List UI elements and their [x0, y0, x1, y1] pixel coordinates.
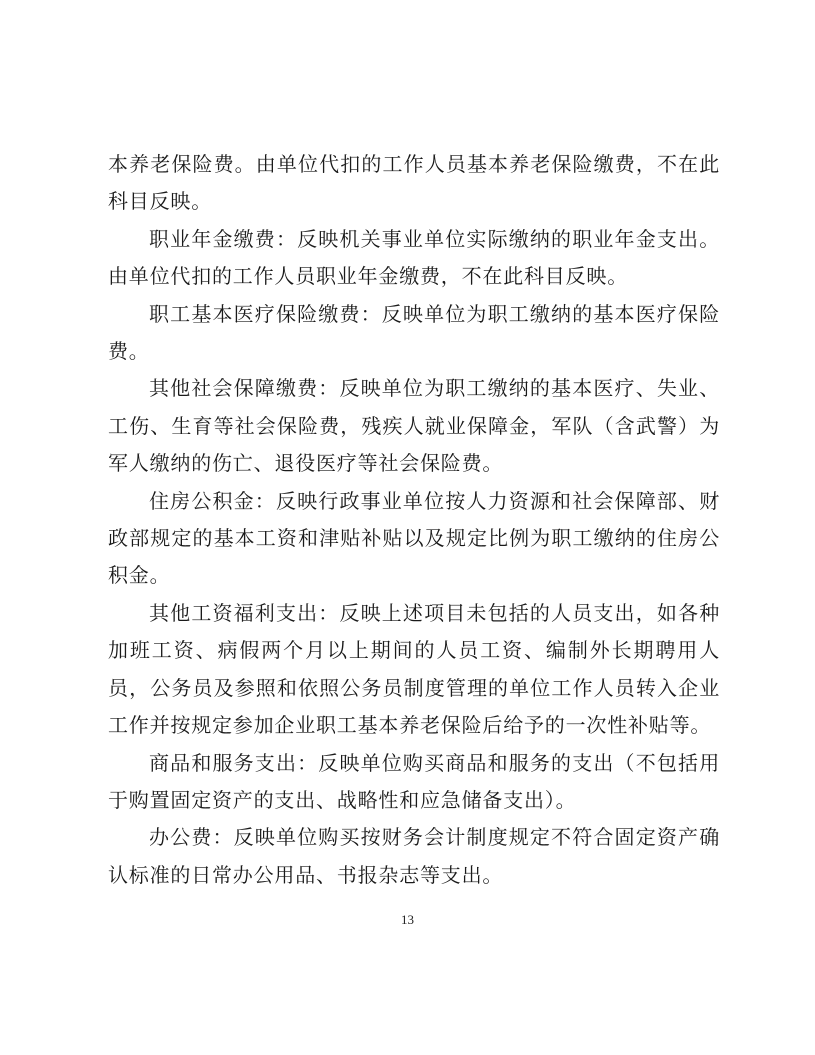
paragraph-pension-continuation: 本养老保险费。由单位代扣的工作人员基本养老保险缴费，不在此科目反映。 [108, 152, 720, 214]
body-text [108, 146, 720, 894]
paragraph-housing-fund: 住房公积金：反映行政事业单位按人力资源和社会保障部、财政部规定的基本工资和津贴补贴以及规定比例为职工缴纳的住房公积金。 [108, 488, 720, 588]
paragraph-other-wage-welfare: 其他工资福利支出：反映上述项目未包括的人员支出，如各种加班工资、病假两个月以上期间的人员工资、编制外长期聘用人员，公务员及参照和依照公务员制度管理的单位工作人员转入企业工作并按规定参加企业职工基本养老保险后给予的一次性补贴等。 [108, 600, 720, 738]
paragraph-other-social-security: 其他社会保障缴费：反映单位为职工缴纳的基本医疗、失业、工伤、生育等社会保险费，残疾人就业保障金，军队（含武警）为军人缴纳的伤亡、退役医疗等社会保险费。 [108, 376, 720, 476]
paragraph-goods-services: 商品和服务支出：反映单位购买商品和服务的支出（不包括用于购置固定资产的支出、战略性和应急储备支出）。 [108, 750, 720, 812]
paragraph-basic-medical-insurance: 职工基本医疗保险缴费：反映单位为职工缴纳的基本医疗保险费。 [108, 301, 720, 364]
paragraph-occupational-annuity: 职业年金缴费：反映机关事业单位实际缴纳的职业年金支出。由单位代扣的工作人员职业年金缴费，不在此科目反映。 [108, 226, 720, 289]
paragraph-office-expenses: 办公费：反映单位购买按财务会计制度规定不符合固定资产确认标准的日常办公用品、书报杂志等支出。 [108, 825, 720, 887]
page-number: 13 [401, 912, 414, 927]
